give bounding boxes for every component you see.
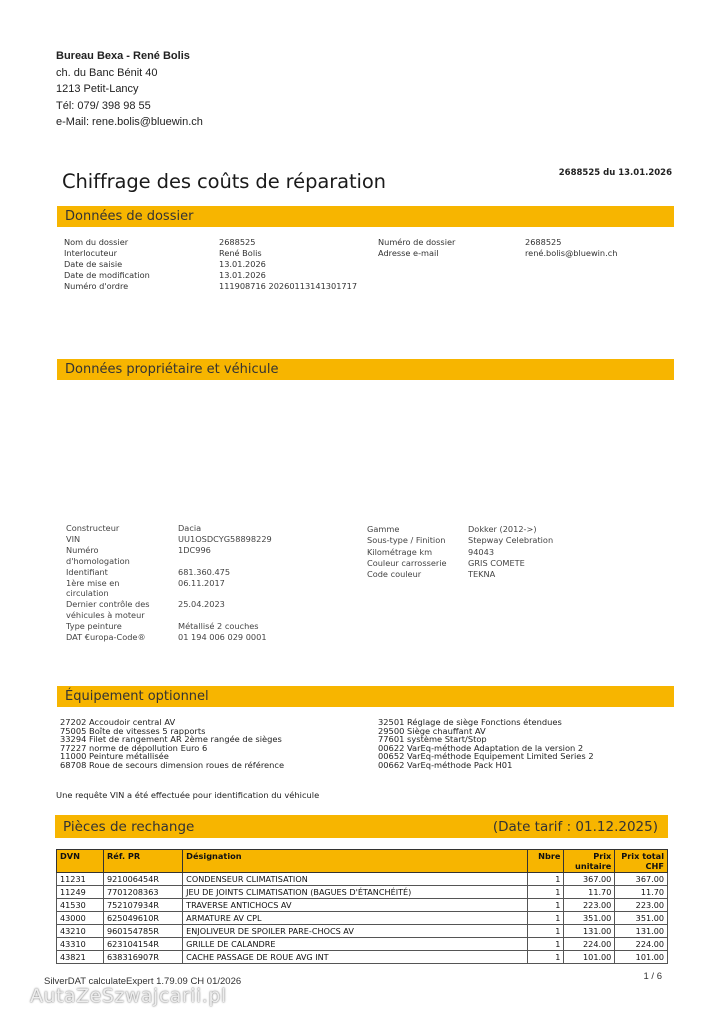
cell-unit-price: 351.00 [564,912,615,925]
field-label: Nom du dossier [64,237,129,247]
field-label: Sous-type / Finition [367,535,446,546]
table-row [57,925,668,938]
cell-designation: JEU DE JOINTS CLIMATISATION (BAGUES D'ÉTANCHÉITÉ) [183,886,527,899]
cell-qty: 1 [527,899,564,912]
field-value: 13.01.2026 [219,259,266,269]
field-value: 111908716 20260113141301717 [219,281,358,291]
sender-phone: Tél: 079/ 398 98 55 [56,99,151,112]
dossier-fields-right [378,237,617,259]
cell-total-price: 101.00 [615,951,668,964]
field-value: UU1OSDCYG58898229 [178,534,272,544]
vehicle-field [367,547,553,558]
cell-unit-price: 367.00 [564,873,615,886]
cell-qty: 1 [527,938,564,951]
field-label: Adresse e-mail [378,248,439,258]
vehicle-field [66,621,272,632]
sender-company: Bureau Bexa - René Bolis [56,50,190,62]
table-row [57,886,668,899]
cell-unit-price: 223.00 [564,899,615,912]
field-value: 2688525 [525,237,562,247]
field-value: 94043 [468,546,495,557]
dossier-section-header [57,206,674,227]
field-label: Identifiant [66,566,108,577]
table-row [57,912,668,925]
vehicle-field [66,599,272,620]
sender-city: 1213 Petit-Lancy [56,83,139,95]
field-label: Constructeur [66,523,120,533]
equipment-item: 00662 VarEq-méthode Pack H01 [378,759,513,770]
table-row [57,938,668,951]
watermark-logo: AutaZeSzwajcarii.pl [30,985,227,1007]
field-value: Métallisé 2 couches [178,620,259,631]
cell-ref: 921006454R [104,873,183,886]
field-value: 06.11.2017 [178,577,225,588]
cell-designation: TRAVERSE ANTICHOCS AV [183,899,527,912]
parts-table [56,849,668,964]
equipment-heading: Équipement optionnel [65,689,209,704]
equipment-section-header [57,686,674,707]
equipment-item: 75005 Boîte de vitesses 5 rapports [60,725,206,736]
cell-total-price: 131.00 [615,925,668,938]
vehicle-field [66,534,272,545]
field-label: Type peinture [66,620,122,631]
cell-ref: 752107934R [104,899,183,912]
vehicle-field [66,578,272,599]
cell-qty: 1 [527,912,564,925]
col-unit-price: Prix unitaire [564,850,615,873]
cell-ref: 623104154R [104,938,183,951]
dossier-field [378,237,617,248]
equipment-item: 77227 norme de dépollution Euro 6 [60,742,208,753]
vehicle-section-header [57,359,674,380]
field-label: Interlocuteur [64,248,117,258]
equipment-item: 33294 Filet de rangement AR 2ème rangée de sièges [60,734,282,745]
cell-qty: 1 [527,925,564,938]
cell-unit-price: 11.70 [564,886,615,899]
cell-ref: 960154785R [104,925,183,938]
vehicle-field [66,632,272,643]
equipment-item: 00622 VarEq-méthode Adaptation de la version 2 [378,742,584,753]
cell-designation: CACHE PASSAGE DE ROUE AVG INT [183,951,527,964]
cell-qty: 1 [527,886,564,899]
equipment-item: 11000 Peinture métallisée [60,751,169,762]
cell-ref: 625049610R [104,912,183,925]
field-value: René Bolis [219,248,262,258]
document-reference: 2688525 du 13.01.2026 [558,168,672,178]
cell-dvn: 43821 [57,951,104,964]
cell-designation: CONDENSEUR CLIMATISATION [183,873,527,886]
cell-total-price: 11.70 [615,886,668,899]
sender-address [56,48,203,131]
cell-total-price: 224.00 [615,938,668,951]
field-value: 01 194 006 029 0001 [178,631,267,642]
cell-designation: ENJOLIVEUR DE SPOILER PARE-CHOCS AV [183,925,527,938]
page-title: Chiffrage des coûts de réparation [62,170,386,193]
col-dvn: DVN [57,850,104,873]
field-label: DAT €uropa-Code® [66,631,146,642]
cell-dvn: 43210 [57,925,104,938]
dossier-field [64,270,357,281]
cell-ref: 7701208363 [104,886,183,899]
equipment-list-left [60,718,284,770]
cell-total-price: 351.00 [615,912,668,925]
col-designation: Désignation [183,850,527,873]
field-label: Dernier contrôle des véhicules à moteur [66,599,150,620]
field-label: VIN [66,534,81,544]
equipment-item: 29500 Siège chauffant AV [378,725,486,736]
vehicle-field [367,535,553,546]
vehicle-field [66,523,272,534]
field-label: Numéro de dossier [378,237,456,247]
cell-dvn: 11249 [57,886,104,899]
table-row [57,873,668,886]
dossier-field [378,248,617,259]
equipment-item: 32501 Réglage de siège Fonctions étendues [378,717,562,727]
cell-unit-price: 101.00 [564,951,615,964]
field-value: GRIS COMETE [468,557,525,568]
cell-qty: 1 [527,951,564,964]
col-ref: Réf. PR [104,850,183,873]
field-label: Numéro d'ordre [64,281,129,291]
cell-total-price: 223.00 [615,899,668,912]
cell-total-price: 367.00 [615,873,668,886]
field-label: 1ère mise en circulation [66,577,120,598]
dossier-field [64,237,357,248]
vehicle-field [367,569,553,580]
field-value: 1DC996 [178,545,211,555]
field-label: Date de saisie [64,259,123,269]
cell-dvn: 43310 [57,938,104,951]
field-value: 13.01.2026 [219,270,266,280]
sender-email: e-Mail: rene.bolis@bluewin.ch [56,116,203,128]
equipment-item: 68708 Roue de secours dimension roues de référence [60,759,285,770]
equipment-item: 00652 VarEq-méthode Equipement Limited Series 2 [378,751,594,762]
field-value: Dokker (2012->) [468,524,537,534]
vehicle-field [367,524,553,535]
field-value: Dacia [178,523,202,533]
dossier-field [64,281,357,292]
field-label: Couleur carrosserie [367,557,447,568]
cell-designation: ARMATURE AV CPL [183,912,527,925]
cell-designation: GRILLE DE CALANDRE [183,938,527,951]
vehicle-heading: Données propriétaire et véhicule [65,362,279,377]
field-value: 2688525 [219,237,256,247]
col-qty: Nbre [527,850,564,873]
sender-street: ch. du Banc Bénit 40 [56,66,158,79]
field-label: Code couleur [367,569,422,580]
table-row [57,899,668,912]
cell-dvn: 43000 [57,912,104,925]
footer-software: SilverDAT calculateExpert 1.79.09 CH 01/2026 [44,976,242,987]
cell-dvn: 41530 [57,899,104,912]
equipment-list-right [378,718,594,770]
cell-unit-price: 224.00 [564,938,615,951]
parts-heading: Pièces de rechange [63,818,195,835]
vehicle-field [367,558,553,569]
field-label: Gamme [367,524,400,534]
field-label: Date de modification [64,270,150,280]
vin-note: Une requête VIN a été effectuée pour identification du véhicule [56,790,320,800]
vehicle-field [66,545,272,566]
field-value: 681.360.475 [178,566,231,577]
cell-unit-price: 131.00 [564,925,615,938]
dossier-field [64,248,357,259]
field-value: Stepway Celebration [468,535,554,546]
parts-section-header [55,815,668,838]
field-label: Kilométrage km [367,546,433,557]
col-total-price: Prix total CHF [615,850,668,873]
field-value: TEKNA [468,569,496,580]
table-row [57,951,668,964]
cell-ref: 638316907R [104,951,183,964]
dossier-fields-left [64,237,357,292]
parts-table-header [57,850,668,873]
field-value: 25.04.2023 [178,599,225,609]
vehicle-fields-right [367,524,553,580]
page-number: 1 / 6 [643,971,662,982]
equipment-item: 77601 système Start/Stop [378,734,487,745]
vehicle-field [66,567,272,578]
equipment-item: 27202 Accoudoir central AV [60,717,176,727]
dossier-field [64,259,357,270]
dossier-heading: Données de dossier [65,209,194,224]
cell-dvn: 11231 [57,873,104,886]
field-label: Numéro d'homologation [66,545,130,566]
cell-qty: 1 [527,873,564,886]
tariff-date: (Date tarif : 01.12.2025) [492,818,658,835]
field-value: rené.bolis@bluewin.ch [525,248,618,258]
vehicle-fields-left [66,523,272,643]
